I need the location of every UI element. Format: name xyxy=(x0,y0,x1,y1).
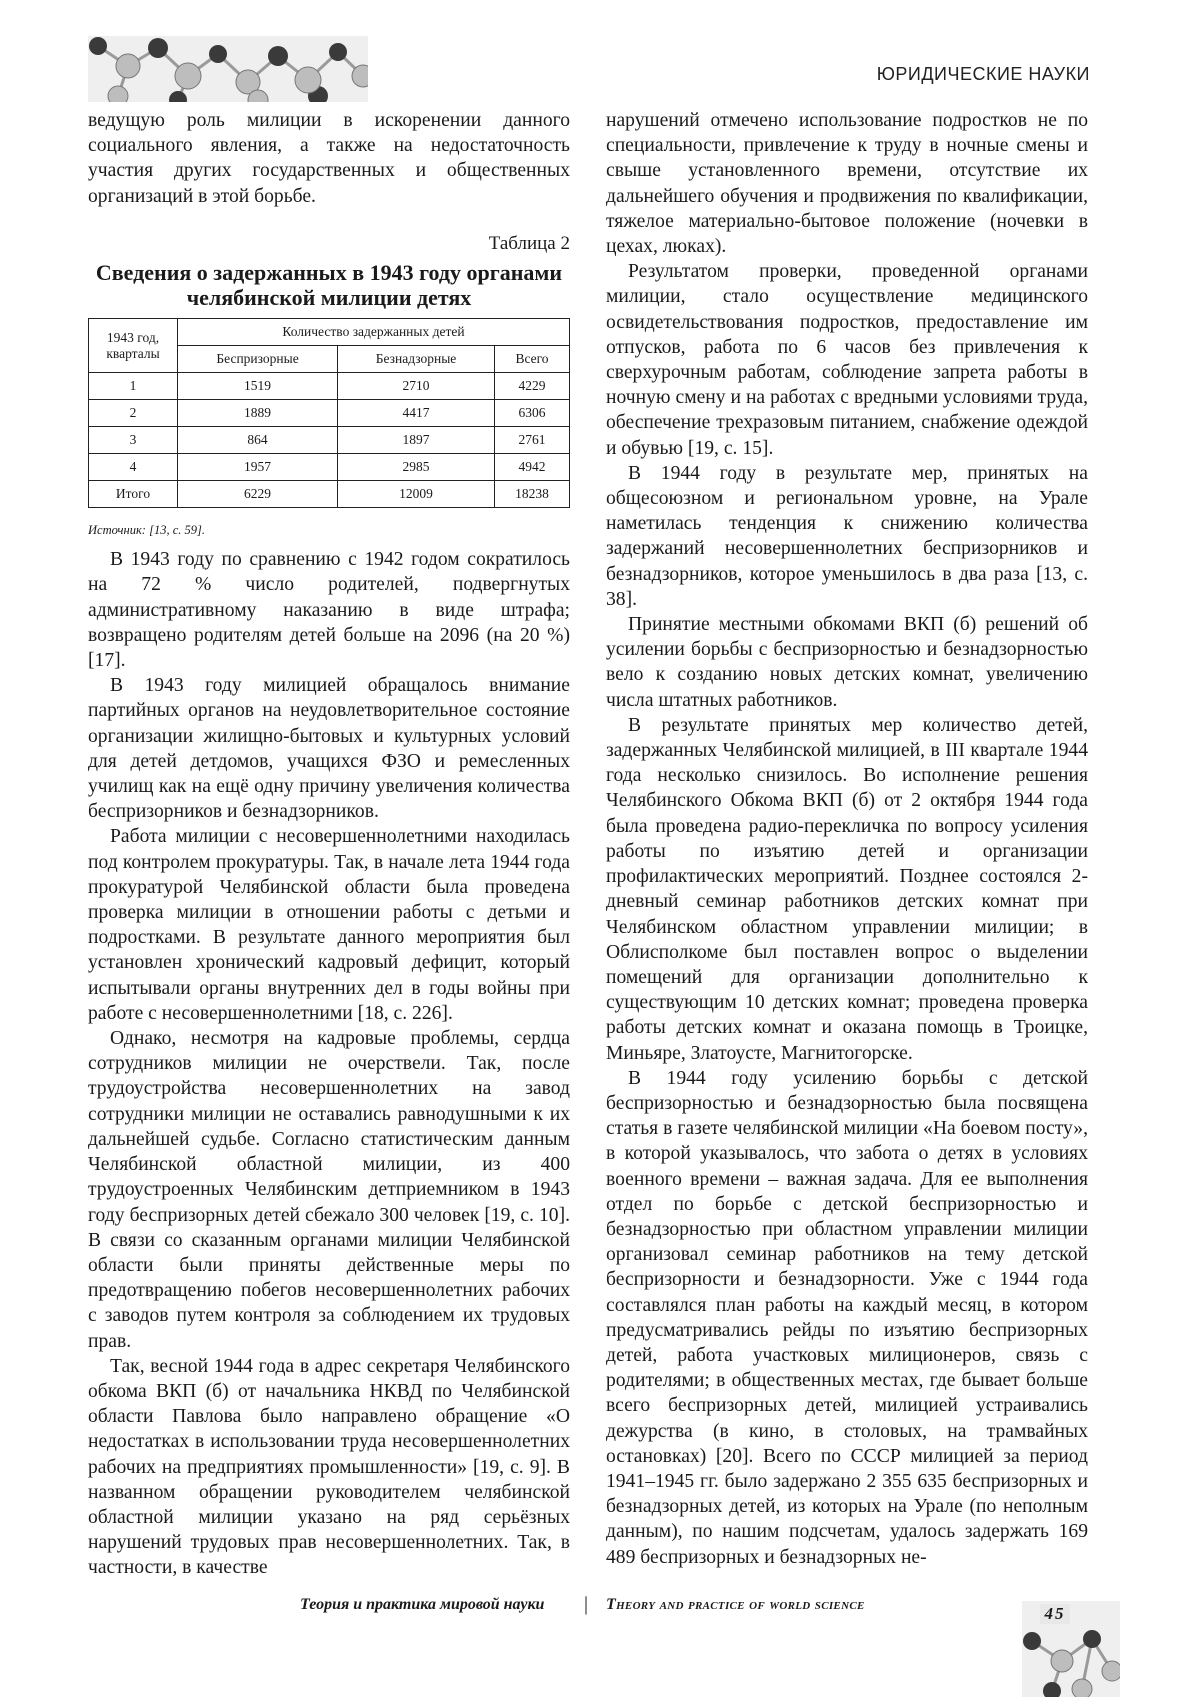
footer-molecule-decoration xyxy=(1022,1601,1120,1697)
table-cell: 6229 xyxy=(178,481,338,508)
table-header-row xyxy=(89,319,570,346)
table-cell: 1897 xyxy=(338,427,495,454)
table-cell: 1519 xyxy=(178,373,338,400)
data-table xyxy=(88,318,570,508)
table-rowhead: 1943 год, кварталы xyxy=(89,319,178,373)
paragraph: Однако, несмотря на кадровые проблемы, сердца сотрудников милиции не очерствели. Так, после трудоустройства несовершеннолетних на завод сотрудники милиции не оставались равнодушными к их дальнейшей судьбе. Согласно статистическим данным Челябинской областной милиции, из 400 трудоустроенных Челябинским детприемником в 1943 году беспризорных детей сбежало 300 человек [19, с. 10]. В связи со сказанным органами милиции Челябинской области были приняты действенные меры по предотвращению побегов несовершеннолетних рабочих с заводов путем контроля за соблюдением их трудовых прав. xyxy=(88,1028,570,1352)
journal-title-en: Theory and practice of world science xyxy=(606,1596,865,1613)
table-cell: 864 xyxy=(178,427,338,454)
table-row xyxy=(89,373,570,400)
paragraph: В 1944 году в результате мер, принятых на общесоюзном и региональном уровне, на Урале наметилась тенденция к снижению количества задержаний несовершеннолетних беспризорников и безнадзорников, которое уменьшилось в два раза [13, с. 38]. xyxy=(606,462,1088,610)
table-cell: 2985 xyxy=(338,454,495,481)
table-col-header: Беспризорные xyxy=(178,346,338,373)
table-row xyxy=(89,454,570,481)
table-caption: Таблица 2 xyxy=(488,232,570,254)
table-cell: 2710 xyxy=(338,373,495,400)
paragraph: В 1944 году усилению борьбы с детской беспризорностью и безнадзорностью была посвящена статья в газете челябинской милиции «На боевом посту», в которой указывалось, что забота о детях в условиях военного времени – важная задача. Для ее выполнения отдел по борьбе с детской беспризорностью и безнадзорностью при областном управлении милиции организовал семинар работников на тему детской беспризорности и безнадзорности. Уже с 1944 года составлялся план работы на каждый месяц, в котором предусматривались рейды по изъятию беспризорных детей, работа участковых милиционеров, связь с родителями; в общественных местах, где бывает больше всего беспризорных детей, милицией устраивались дежурства (в кино, в столовых, на трамвайных остановках) [20]. Всего по СССР милицией за период 1941–1945 гг. было задержано 2 355 635 беспризорных и безнадзорных детей, из которых на Урале (по неполным данным), по нашим подсчетам, удалось задержать 169 489 беспризорных и безнадзорных не- xyxy=(606,1067,1088,1568)
table-cell: Итого xyxy=(89,481,178,508)
table-cell: 2 xyxy=(89,400,178,427)
table-cell: 6306 xyxy=(495,400,570,427)
table-row xyxy=(89,427,570,454)
paragraph: нарушений отмечено использование подростков не по специальности, привлечение к труду в ночные смены и свыше установленного времени, отсутствие их дальнейшего обучения и продвижения по квалификации, тяжелое материально-бытовое положение (ночевки в цехах, люках). xyxy=(606,110,1088,258)
table-cell: 3 xyxy=(89,427,178,454)
right-column xyxy=(606,108,1088,1570)
paragraph: Так, весной 1944 года в адрес секретаря Челябинского обкома ВКП (б) от начальника НКВД по Челябинской области Павлова было направлено обращение «О недостатках в использовании труда несовершеннолетних рабочих на предприятиях промышленности» [19, с. 9]. В названном обращении руководителем челябинской областной милиции указано на ряд серьёзных нарушений трудовых прав несовершеннолетних. Так, в частности, в качестве xyxy=(88,1355,570,1579)
table-cell: 4229 xyxy=(495,373,570,400)
table-source: Источник: [13, с. 59]. xyxy=(88,523,205,538)
paragraph: Результатом проверки, проведенной органами милиции, стало осуществление медицинского освидетельствования подростков, предоставление им отпусков, работа по 6 часов без привлечения к сверхурочным работам, соблюдение запрета работы в ночную смену и на работах с вредными условиями труда, обеспечение трехразовым питанием, снабжение одеждой и обувью [19, с. 15]. xyxy=(606,261,1088,459)
table-cell: 18238 xyxy=(495,481,570,508)
paragraph: Принятие местными обкомами ВКП (б) решений об усилении борьбы с беспризорностью и безнадзорностью вело к созданию новых детских комнат, увеличению числа штатных работников. xyxy=(606,614,1088,711)
table-cell: 4942 xyxy=(495,454,570,481)
table-title: Сведения о задержанных в 1943 году органами челябинской милиции детях xyxy=(95,260,563,311)
paragraph: ведущую роль милиции в искоренении данного социального явления, а также на недостаточность участия других государственных и общественных организаций в этой борьбе. xyxy=(88,110,570,207)
table-cell: 1 xyxy=(89,373,178,400)
paragraph: В 1943 году по сравнению с 1942 годом сократилось на 72 % число родителей, подвергнутых административному наказанию в виде штрафа; возвращено родителям детей больше на 2096 (на 20 %) [17]. xyxy=(88,549,570,672)
table-group-header: Количество задержанных детей xyxy=(178,319,570,346)
table-cell: 12009 xyxy=(338,481,495,508)
table-row xyxy=(89,400,570,427)
table-col-header: Всего xyxy=(495,346,570,373)
table-cell: 2761 xyxy=(495,427,570,454)
paragraph: В результате принятых мер количество детей, задержанных Челябинской милицией, в III квартале 1944 года несколько снизилось. Во исполнение решения Челябинского Обкома ВКП (б) от 2 октября 1944 года была проведена радио-перекличка по вопросу усиления работы по изъятию детей и организации профилактических мероприятий. Позднее состоялся 2-дневный семинар работников детских комнат при Челябинском областном управлении милиции; в Облисполкоме был поставлен вопрос о выделении помещений для организации дополнительно к существующим 10 детских комнат; проведена проверка работы детских комнат и оказана помощь в Троицке, Миньяре, Златоусте, Магнитогорске. xyxy=(606,714,1088,1064)
table-row-total xyxy=(89,481,570,508)
table-cell: 1889 xyxy=(178,400,338,427)
paragraph: Работа милиции с несовершеннолетними находилась под контролем прокуратуры. Так, в начале лета 1944 года прокуратурой Челябинской области была проведена проверка милиции в отношении работы с детьми и подростками. В результате данного мероприятия был установлен хронический кадровый дефицит, который испытывали органы внутренних дел в годы войны при работе с несовершеннолетними [18, с. 226]. xyxy=(88,826,570,1024)
page-number: 45 xyxy=(1040,1604,1070,1624)
table-cell: 4 xyxy=(89,454,178,481)
table-col-header: Безнадзорные xyxy=(338,346,495,373)
left-column xyxy=(88,108,570,1581)
paragraph: В 1943 году милицией обращалось внимание партийных органов на неудовлетворительное состояние организации жилищно-бытовых и культурных условий для детей детдомов, учащихся ФЗО и ремесленных училищ как на ещё одну причину увеличения количества беспризорников и безнадзорников. xyxy=(88,675,570,823)
footer-separator: | xyxy=(584,1593,589,1615)
journal-title-ru: Теория и практика мировой науки xyxy=(300,1596,545,1613)
table-cell: 1957 xyxy=(178,454,338,481)
table-cell: 4417 xyxy=(338,400,495,427)
header-molecule-decoration xyxy=(88,36,368,102)
section-label: ЮРИДИЧЕСКИЕ НАУКИ xyxy=(876,64,1090,84)
